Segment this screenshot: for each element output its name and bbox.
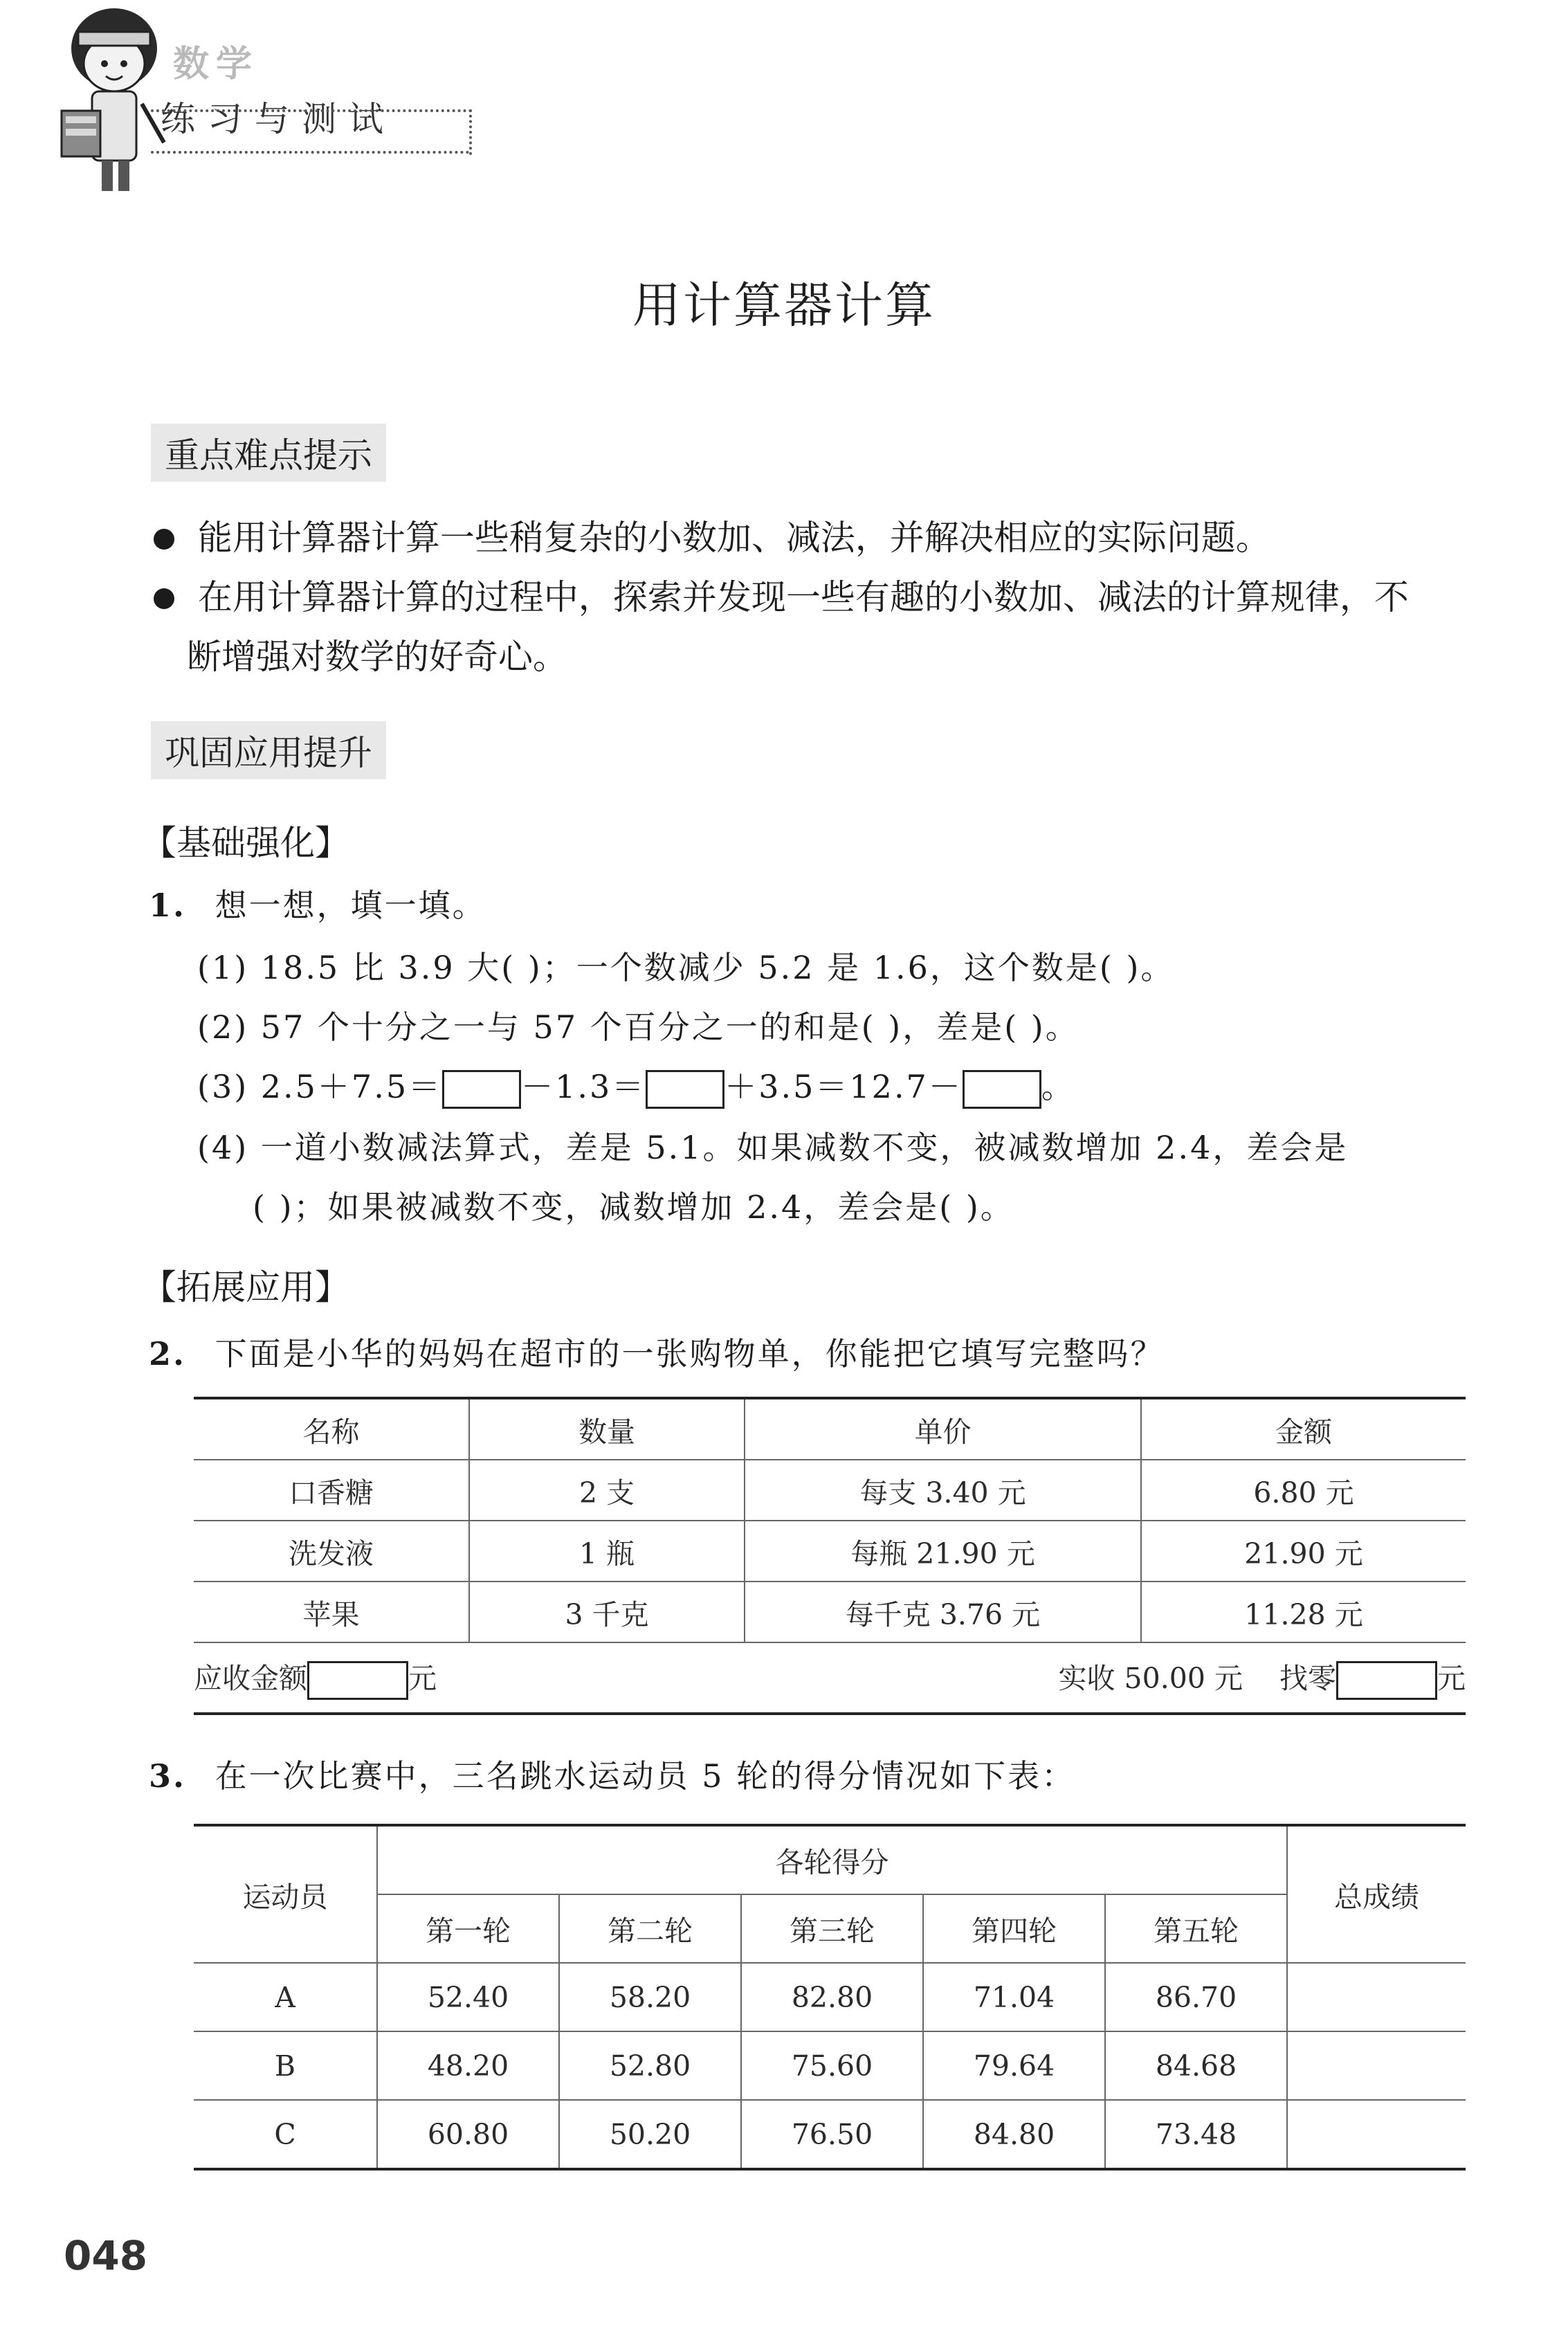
table-cell: 洗发液 — [194, 1521, 469, 1582]
table-summary-row — [194, 1642, 1466, 1714]
header-dotted-frame — [151, 109, 472, 155]
column-header: 单价 — [745, 1398, 1141, 1460]
column-header: 第五轮 — [1105, 1894, 1287, 1963]
table-row — [194, 1963, 1466, 2031]
table-row — [194, 2100, 1466, 2169]
diving-scores-table — [194, 1824, 1466, 2171]
table-row — [194, 1582, 1466, 1642]
bullet-dot-icon — [154, 529, 174, 550]
column-header: 名称 — [194, 1398, 469, 1460]
column-header: 数量 — [469, 1398, 745, 1460]
table-cell: 73.48 — [1105, 2100, 1287, 2169]
column-header: 第二轮 — [559, 1894, 741, 1963]
table-cell: 21.90 元 — [1141, 1521, 1466, 1582]
header-dotted-underline — [151, 151, 469, 154]
question-1-part-4-cont: ( )；如果被减数不变，减数增加 2.4，差会是( )。 — [253, 1188, 1014, 1226]
amount-due-box[interactable] — [307, 1661, 408, 1700]
section-heading-practice: 巩固应用提升 — [151, 721, 386, 779]
table-header-row — [194, 1398, 1466, 1460]
table-cell: 口香糖 — [194, 1460, 469, 1521]
table-cell: 60.80 — [377, 2100, 559, 2169]
total-score-cell[interactable] — [1287, 2031, 1466, 2100]
table-cell: 52.40 — [377, 1963, 559, 2031]
column-header: 总成绩 — [1287, 1825, 1466, 1963]
table-cell: 79.64 — [923, 2031, 1105, 2100]
bullet-continuation: 断增强对数学的好奇心。 — [187, 637, 567, 677]
answer-box[interactable] — [442, 1070, 521, 1109]
table-cell: 71.04 — [923, 1963, 1105, 2031]
paid-and-change: 实收 50.00 元 找零 元 — [1059, 1656, 1466, 1701]
question-1-part-2: (2) 57 个十分之一与 57 个百分之一的和是( )，差是( )。 — [197, 1008, 1079, 1046]
question-2: 2. 下面是小华的妈妈在超市的一张购物单，你能把它填写完整吗？ — [149, 1335, 1165, 1372]
table-cell: 每支 3.40 元 — [745, 1460, 1141, 1521]
total-score-cell[interactable] — [1287, 2100, 1466, 2169]
table-cell: 3 千克 — [469, 1582, 745, 1642]
bullet-item: 能用计算器计算一些稍复杂的小数加、减法，并解决相应的实际问题。 — [154, 508, 1270, 568]
header-series-title: 练习与测试 — [161, 99, 396, 139]
shopping-list-table — [194, 1397, 1466, 1715]
answer-box[interactable] — [646, 1070, 724, 1109]
bullet-item: 在用计算器计算的过程中，探索并发现一些有趣的小数加、减法的计算规律，不 — [154, 568, 1409, 627]
table-cell: A — [194, 1963, 377, 2031]
amount-due: 应收金额 元 — [194, 1656, 437, 1701]
table-cell: 84.80 — [923, 2100, 1105, 2169]
section-heading-key-points: 重点难点提示 — [151, 424, 386, 482]
table-cell: 58.20 — [559, 1963, 741, 2031]
table-cell: 6.80 元 — [1141, 1460, 1466, 1521]
table-cell: 82.80 — [741, 1963, 923, 2031]
total-score-cell[interactable] — [1287, 1963, 1466, 2031]
table-row — [194, 2031, 1466, 2100]
table-cell: C — [194, 2100, 377, 2169]
table-cell: 86.70 — [1105, 1963, 1287, 2031]
question-1-part-1: (1) 18.5 比 3.9 大( )；一个数减少 5.2 是 1.6，这个数是( )。 — [197, 949, 1175, 986]
table-cell: 每瓶 21.90 元 — [745, 1521, 1141, 1582]
table-cell: 2 支 — [469, 1460, 745, 1521]
table-cell: 76.50 — [741, 2100, 923, 2169]
table-cell: 52.80 — [559, 2031, 741, 2100]
table-header-row — [194, 1894, 1466, 1963]
mascot-boy-illustration — [38, 0, 170, 208]
column-header: 第四轮 — [923, 1894, 1105, 1963]
table-cell: B — [194, 2031, 377, 2100]
table-cell: 84.68 — [1105, 2031, 1287, 2100]
column-header: 运动员 — [194, 1825, 377, 1963]
column-header: 第三轮 — [741, 1894, 923, 1963]
column-header: 各轮得分 — [377, 1825, 1287, 1894]
table-cell: 75.60 — [741, 2031, 923, 2100]
header-subject: 数学 — [173, 44, 259, 85]
question-1-part-4: (4) 一道小数减法算式，差是 5.1。如果减数不变，被减数增加 2.4，差会是 — [197, 1129, 1349, 1166]
subsection-extended: 【拓展应用】 — [142, 1267, 349, 1307]
answer-box[interactable] — [963, 1070, 1041, 1109]
table-cell: 11.28 元 — [1141, 1582, 1466, 1642]
table-cell: 48.20 — [377, 2031, 559, 2100]
page-number: 048 — [64, 2232, 148, 2279]
subsection-basic: 【基础强化】 — [142, 823, 349, 863]
change-box[interactable] — [1336, 1661, 1437, 1700]
question-1-part-3: (3) 2.5＋7.5＝ －1.3＝ ＋3.5＝12.7－ 。 — [197, 1062, 1075, 1109]
column-header: 第一轮 — [377, 1894, 559, 1963]
table-cell: 每千克 3.76 元 — [745, 1582, 1141, 1642]
question-1: 1. 想一想，填一填。 — [149, 887, 486, 924]
column-header: 金额 — [1141, 1398, 1466, 1460]
bullet-dot-icon — [154, 588, 174, 609]
table-row — [194, 1521, 1466, 1582]
question-3: 3. 在一次比赛中，三名跳水运动员 5 轮的得分情况如下表： — [149, 1757, 1076, 1795]
table-row — [194, 1460, 1466, 1521]
table-cell: 1 瓶 — [469, 1521, 745, 1582]
table-cell: 50.20 — [559, 2100, 741, 2169]
table-cell: 苹果 — [194, 1582, 469, 1642]
page-title: 用计算器计算 — [632, 277, 936, 334]
table-header-row — [194, 1825, 1466, 1894]
